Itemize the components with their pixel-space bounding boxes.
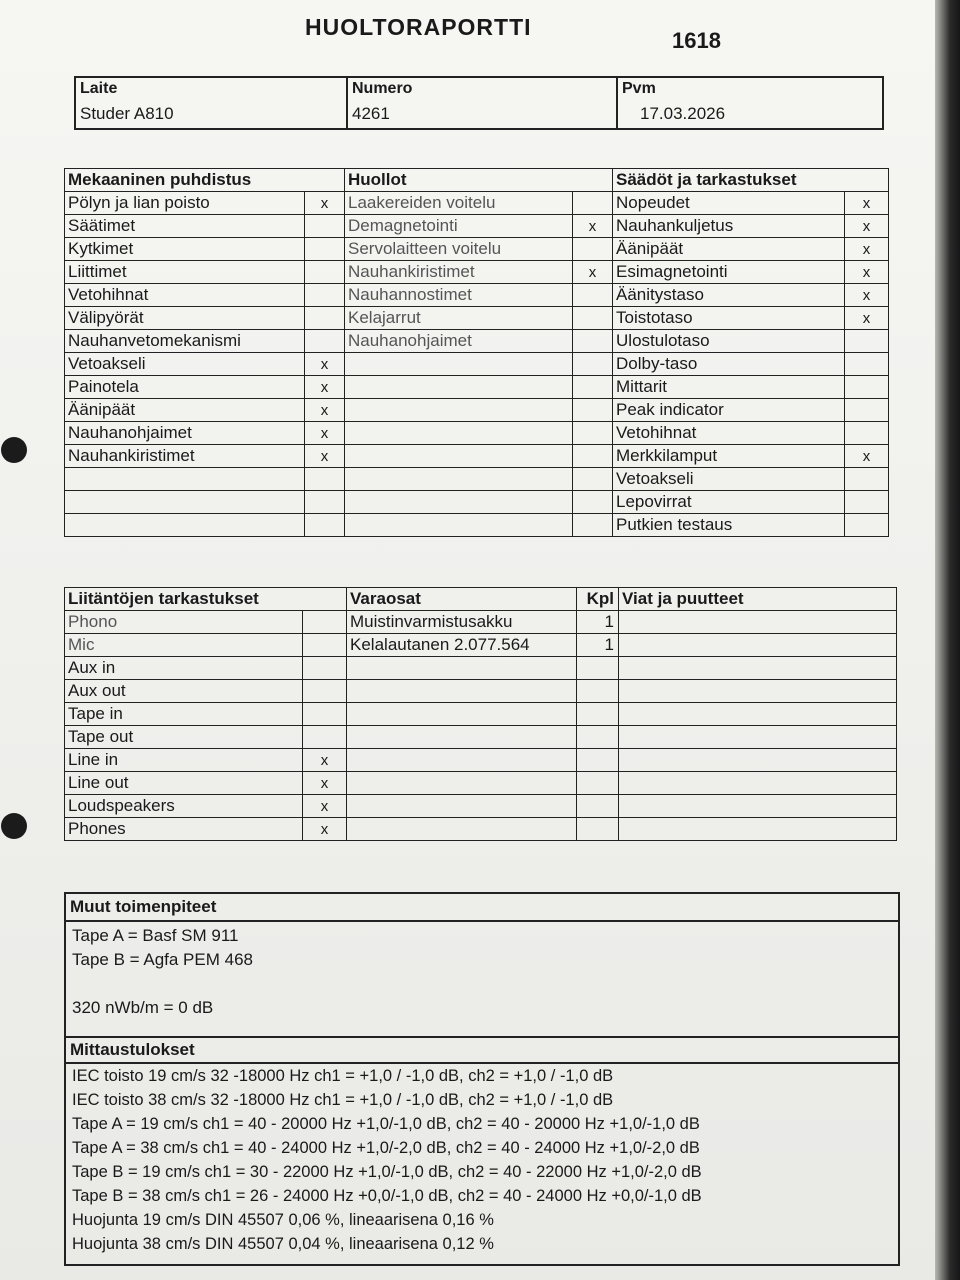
connection-cell: Loudspeakers (65, 795, 303, 818)
fault-cell (619, 611, 897, 634)
item-cell (65, 514, 305, 537)
item-cell: Ulostulotaso (613, 330, 845, 353)
fault-cell (619, 749, 897, 772)
item-cell: Laakereiden voitelu (345, 192, 573, 215)
col-header-connections: Liitäntöjen tarkastukset (65, 588, 347, 611)
item-cell: Toistotaso (613, 307, 845, 330)
check-cell (573, 192, 613, 215)
connection-cell: Phono (65, 611, 303, 634)
item-cell: Servolaitteen voitelu (345, 238, 573, 261)
item-cell: Säätimet (65, 215, 305, 238)
item-cell: Vetohihnat (613, 422, 845, 445)
punch-hole (1, 813, 27, 839)
connection-cell: Tape in (65, 703, 303, 726)
fault-cell (619, 818, 897, 841)
quantity-cell (577, 703, 619, 726)
check-cell (845, 422, 889, 445)
check-cell: x (305, 422, 345, 445)
connection-cell: Mic (65, 634, 303, 657)
device-info-box (74, 76, 884, 130)
measurement-line: Huojunta 19 cm/s DIN 45507 0,06 %, lineaarisena 0,16 % (72, 1211, 494, 1229)
check-cell: x (305, 399, 345, 422)
item-cell (345, 491, 573, 514)
item-cell: Demagnetointi (345, 215, 573, 238)
quantity-cell (577, 795, 619, 818)
item-cell: Vetohihnat (65, 284, 305, 307)
spare-part-cell (347, 818, 577, 841)
table-row (65, 261, 889, 284)
item-cell (345, 514, 573, 537)
item-cell: Mittarit (613, 376, 845, 399)
date-label: Pvm (622, 80, 656, 97)
col-header-mechanical-cleaning: Mekaaninen puhdistus (65, 169, 345, 192)
table-row (65, 445, 889, 468)
connection-cell: Line in (65, 749, 303, 772)
table-row (65, 491, 889, 514)
table-row (65, 726, 897, 749)
check-cell: x (573, 215, 613, 238)
other-measures-box (64, 892, 900, 1266)
table-header-row (65, 588, 897, 611)
spare-part-cell (347, 795, 577, 818)
check-cell: x (303, 749, 347, 772)
check-cell (573, 445, 613, 468)
date-value: 17.03.2026 (640, 104, 726, 123)
device-value: Studer A810 (80, 104, 174, 123)
table-row (65, 514, 889, 537)
quantity-cell (577, 749, 619, 772)
spare-part-cell (347, 680, 577, 703)
check-cell (845, 491, 889, 514)
item-cell: Äänitystaso (613, 284, 845, 307)
item-cell: Pölyn ja lian poisto (65, 192, 305, 215)
check-cell (305, 238, 345, 261)
check-cell (305, 491, 345, 514)
fault-cell (619, 726, 897, 749)
connection-cell: Aux out (65, 680, 303, 703)
table-row (65, 818, 897, 841)
number-value: 4261 (352, 104, 390, 123)
quantity-cell (577, 657, 619, 680)
quantity-cell (577, 726, 619, 749)
background-edge (935, 0, 960, 1280)
item-cell: Kelajarrut (345, 307, 573, 330)
connection-cell: Aux in (65, 657, 303, 680)
measurements-header: Mittaustulokset (70, 1040, 195, 1059)
check-cell (573, 514, 613, 537)
table-row (65, 215, 889, 238)
report-title: HUOLTORAPORTTI (305, 14, 532, 40)
item-cell: Nauhannostimet (345, 284, 573, 307)
item-cell: Nauhankiristimet (65, 445, 305, 468)
spare-part-cell (347, 726, 577, 749)
spare-part-cell (347, 772, 577, 795)
fault-cell (619, 795, 897, 818)
check-cell: x (845, 284, 889, 307)
spare-part-cell (347, 749, 577, 772)
spare-part-cell: Kelalautanen 2.077.564 (347, 634, 577, 657)
check-cell (305, 330, 345, 353)
check-cell: x (845, 261, 889, 284)
maintenance-table (64, 168, 889, 537)
check-cell (573, 491, 613, 514)
table-row (65, 399, 889, 422)
table-row (65, 634, 897, 657)
item-cell: Putkien testaus (613, 514, 845, 537)
fault-cell (619, 680, 897, 703)
check-cell (845, 353, 889, 376)
check-cell: x (305, 353, 345, 376)
table-row (65, 703, 897, 726)
fault-cell (619, 657, 897, 680)
table-row (65, 307, 889, 330)
check-cell (573, 284, 613, 307)
measurement-line: IEC toisto 19 cm/s 32 -18000 Hz ch1 = +1,0 / -1,0 dB, ch2 = +1,0 / -1,0 dB (72, 1067, 614, 1085)
measurement-line: Tape A = 19 cm/s ch1 = 40 - 20000 Hz +1,0/-1,0 dB, ch2 = 40 - 20000 Hz +1,0/-1,0 dB (72, 1115, 700, 1133)
check-cell (305, 514, 345, 537)
table-row (65, 353, 889, 376)
table-row (65, 238, 889, 261)
measurement-line: Tape B = 38 cm/s ch1 = 26 - 24000 Hz +0,0/-1,0 dB, ch2 = 40 - 24000 Hz +0,0/-1,0 dB (72, 1187, 702, 1205)
check-cell (573, 238, 613, 261)
item-cell: Esimagnetointi (613, 261, 845, 284)
spare-part-cell (347, 657, 577, 680)
item-cell: Painotela (65, 376, 305, 399)
check-cell: x (573, 261, 613, 284)
check-cell: x (305, 376, 345, 399)
item-cell: Vetoakseli (65, 353, 305, 376)
table-header-row (65, 169, 889, 192)
measurement-line: Tape B = 19 cm/s ch1 = 30 - 22000 Hz +1,0/-1,0 dB, ch2 = 40 - 22000 Hz +1,0/-2,0 dB (72, 1163, 702, 1181)
check-cell: x (305, 192, 345, 215)
connection-cell: Phones (65, 818, 303, 841)
item-cell: Dolby-taso (613, 353, 845, 376)
connections-parts-table (64, 587, 897, 841)
item-cell (345, 353, 573, 376)
item-cell (345, 376, 573, 399)
check-cell: x (845, 238, 889, 261)
connection-cell: Line out (65, 772, 303, 795)
measurement-line: Tape A = 38 cm/s ch1 = 40 - 24000 Hz +1,0/-2,0 dB, ch2 = 40 - 24000 Hz +1,0/-2,0 dB (72, 1139, 700, 1157)
check-cell (845, 330, 889, 353)
fault-cell (619, 772, 897, 795)
check-cell (573, 330, 613, 353)
measurement-lines (66, 1064, 898, 1256)
quantity-cell: 1 (577, 634, 619, 657)
check-cell (573, 422, 613, 445)
quantity-cell: 1 (577, 611, 619, 634)
check-cell (303, 634, 347, 657)
other-measure-line: 320 nWb/m = 0 dB (72, 998, 214, 1017)
item-cell: Nauhankuljetus (613, 215, 845, 238)
table-row (65, 422, 889, 445)
item-cell: Nauhanohjaimet (345, 330, 573, 353)
table-row (65, 376, 889, 399)
quantity-cell (577, 680, 619, 703)
table-row (65, 330, 889, 353)
check-cell (845, 514, 889, 537)
check-cell (305, 215, 345, 238)
item-cell: Kytkimet (65, 238, 305, 261)
table-row (65, 468, 889, 491)
check-cell: x (303, 772, 347, 795)
punch-hole (1, 437, 27, 463)
table-row (65, 772, 897, 795)
check-cell (305, 284, 345, 307)
check-cell: x (845, 445, 889, 468)
number-label: Numero (352, 80, 413, 97)
check-cell: x (305, 445, 345, 468)
check-cell (573, 307, 613, 330)
fault-cell (619, 703, 897, 726)
item-cell: Peak indicator (613, 399, 845, 422)
check-cell: x (845, 215, 889, 238)
check-cell: x (303, 818, 347, 841)
table-row (65, 284, 889, 307)
spare-part-cell (347, 703, 577, 726)
col-header-spare-parts: Varaosat (347, 588, 577, 611)
connection-cell: Tape out (65, 726, 303, 749)
table-row (65, 795, 897, 818)
other-measure-line (66, 972, 898, 996)
check-cell (573, 376, 613, 399)
col-header-services: Huollot (345, 169, 613, 192)
col-header-faults: Viat ja puutteet (619, 588, 897, 611)
number-cell (348, 78, 618, 128)
quantity-cell (577, 818, 619, 841)
check-cell (303, 726, 347, 749)
item-cell: Välipyörät (65, 307, 305, 330)
check-cell: x (845, 192, 889, 215)
item-cell (65, 491, 305, 514)
item-cell (345, 422, 573, 445)
check-cell (305, 468, 345, 491)
other-measures-header: Muut toimenpiteet (70, 897, 217, 916)
check-cell (303, 680, 347, 703)
item-cell (345, 399, 573, 422)
item-cell: Lepovirrat (613, 491, 845, 514)
other-measure-line: Tape A = Basf SM 911 (72, 926, 239, 945)
item-cell: Nauhanvetomekanismi (65, 330, 305, 353)
check-cell (573, 353, 613, 376)
check-cell: x (303, 795, 347, 818)
item-cell: Nauhanohjaimet (65, 422, 305, 445)
check-cell (305, 261, 345, 284)
measurement-line: IEC toisto 38 cm/s 32 -18000 Hz ch1 = +1,0 / -1,0 dB, ch2 = +1,0 / -1,0 dB (72, 1091, 614, 1109)
check-cell (845, 399, 889, 422)
measurement-line: Huojunta 38 cm/s DIN 45507 0,04 %, lineaarisena 0,12 % (72, 1235, 494, 1253)
item-cell (65, 468, 305, 491)
check-cell (303, 703, 347, 726)
item-cell: Äänipäät (613, 238, 845, 261)
device-cell (76, 78, 348, 128)
col-header-quantity: Kpl (577, 588, 619, 611)
col-header-adjustments: Säädöt ja tarkastukset (613, 169, 889, 192)
check-cell (573, 468, 613, 491)
item-cell: Äänipäät (65, 399, 305, 422)
spare-part-cell: Muistinvarmistusakku (347, 611, 577, 634)
item-cell: Vetoakseli (613, 468, 845, 491)
item-cell: Nauhankiristimet (345, 261, 573, 284)
check-cell (573, 399, 613, 422)
table-row (65, 192, 889, 215)
check-cell (305, 307, 345, 330)
date-cell (618, 78, 882, 128)
device-label: Laite (80, 80, 118, 97)
other-measure-line: Tape B = Agfa PEM 468 (72, 950, 253, 969)
other-measures-lines (66, 922, 898, 1036)
check-cell (303, 657, 347, 680)
fault-cell (619, 634, 897, 657)
item-cell (345, 445, 573, 468)
item-cell: Liittimet (65, 261, 305, 284)
table-row (65, 657, 897, 680)
quantity-cell (577, 772, 619, 795)
report-number: 1618 (672, 28, 721, 53)
table-row (65, 749, 897, 772)
item-cell: Nopeudet (613, 192, 845, 215)
check-cell (845, 468, 889, 491)
check-cell (303, 611, 347, 634)
check-cell (845, 376, 889, 399)
table-row (65, 680, 897, 703)
item-cell (345, 468, 573, 491)
check-cell: x (845, 307, 889, 330)
table-row (65, 611, 897, 634)
item-cell: Merkkilamput (613, 445, 845, 468)
